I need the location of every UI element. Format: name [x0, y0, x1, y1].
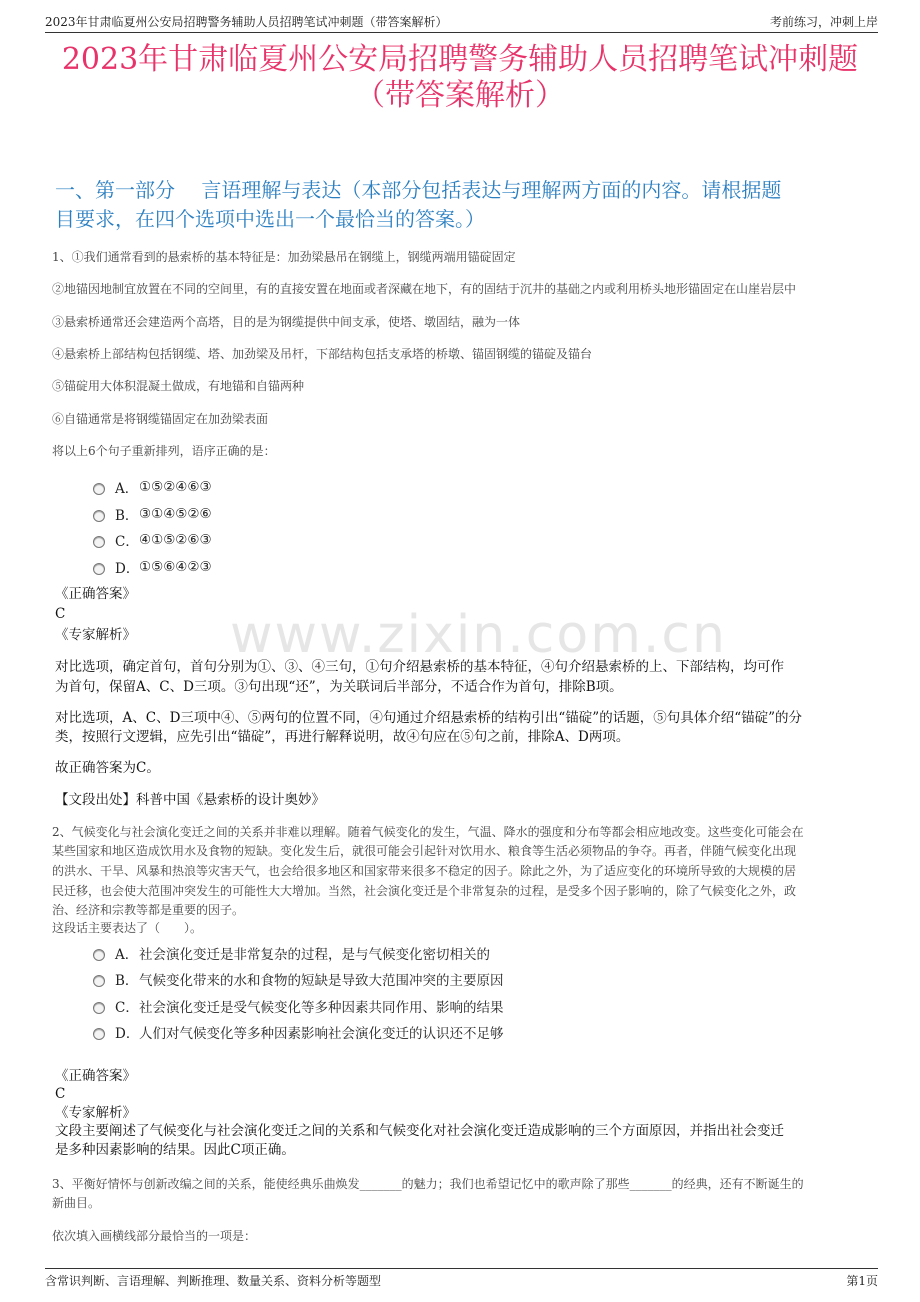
- option-letter: C．: [115, 534, 139, 550]
- option-letter: C．: [115, 1000, 139, 1016]
- q1-analysis-p1-line1: 对比选项，确定首句，首句分别为①、③、④三句，①句介绍悬索桥的基本特征，④句介绍悬索桥的上、下部结构，均可作: [55, 659, 784, 675]
- q1-sentence-2: ②地锚因地制宜放置在不同的空间里，有的直接安置在地面或者深藏在地下，有的固结于沉井的基础之内或利用桥头地形锚固定在山崖岩层中: [52, 282, 797, 296]
- radio-icon[interactable]: [93, 975, 105, 987]
- q2-option-d[interactable]: [93, 1022, 504, 1042]
- watermark: www.zixin.com.cn: [230, 605, 727, 665]
- radio-icon[interactable]: [93, 1002, 105, 1014]
- option-text: ③①④⑤②⑥: [139, 506, 212, 522]
- header-slogan: 考前练习，冲刺上岸: [769, 15, 878, 29]
- option-letter: D．: [115, 1026, 140, 1042]
- header-title: 2023年甘肃临夏州公安局招聘警务辅助人员招聘笔试冲刺题（带答案解析）: [45, 15, 448, 29]
- option-letter: A．: [115, 481, 139, 497]
- option-text: ①⑤②④⑥③: [139, 479, 212, 495]
- q1-answer-label: 《正确答案》: [55, 586, 136, 602]
- q1-sentence-5: ⑤锚碇用大体积混凝土做成，有地锚和自锚两种: [52, 379, 305, 393]
- option-letter: D．: [115, 561, 140, 577]
- q2-answer: C: [55, 1086, 66, 1102]
- page-header: [45, 10, 878, 33]
- q1-sentence-6: ⑥自锚通常是将钢缆锚固定在加劲梁表面: [52, 412, 269, 426]
- q2-passage-line-1: 2、气候变化与社会演化变迁之间的关系并非难以理解。随着气候变化的发生，气温、降水的强度和分布等都会相应地改变。这些变化可能会在: [52, 825, 804, 839]
- q3-passage-line-1: 3、平衡好情怀与创新改编之间的关系，能使经典乐曲焕发_______的魅力；我们也希望记忆中的歌声除了那些_______的经典，还有不断诞生的: [52, 1177, 804, 1191]
- title-line-2: （带答案解析）: [355, 78, 565, 113]
- q1-sentence-4: ④悬索桥上部结构包括钢缆、塔、加劲梁及吊杆，下部结构包括支承塔的桥墩、锚固钢缆的锚碇及锚台: [52, 347, 593, 361]
- q1-sentence-3: ③悬索桥通常还会建造两个高塔，目的是为钢缆提供中间支承，使塔、墩固结，融为一体: [52, 315, 521, 329]
- q2-analysis-line-1: 文段主要阐述了气候变化与社会演化变迁之间的关系和气候变化对社会演化变迁造成影响的三个方面原因，并指出社会变迁: [55, 1123, 784, 1139]
- q2-option-c[interactable]: [93, 996, 504, 1016]
- q1-option-b[interactable]: [93, 504, 212, 524]
- option-letter: A．: [115, 947, 139, 963]
- radio-icon[interactable]: [93, 536, 105, 548]
- option-text: 社会演化变迁是受气候变化等多种因素共同作用、影响的结果: [139, 1000, 504, 1016]
- footer-description: 含常识判断、言语理解、判断推理、数量关系、资料分析等题型: [45, 1274, 382, 1288]
- q2-passage-line-2: 某些国家和地区造成饮用水及食物的短缺。变化发生后，就很可能会引起针对饮用水、粮食等生活必须物品的争夺。再者，伴随气候变化出现: [52, 844, 797, 858]
- q2-option-b[interactable]: [93, 969, 504, 989]
- q2-passage-line-5: 治、经济和宗教等都是重要的因子。: [52, 903, 245, 917]
- section-heading-line-2: 目要求，在四个选项中选出一个最恰当的答案。）: [55, 207, 485, 231]
- option-letter: B．: [115, 508, 139, 524]
- radio-icon[interactable]: [93, 483, 105, 495]
- option-text: 气候变化带来的水和食物的短缺是导致大范围冲突的主要原因: [139, 973, 504, 989]
- q2-analysis-line-2: 是多种因素影响的结果。因此C项正确。: [55, 1142, 295, 1158]
- q1-stem: 将以上6个句子重新排列，语序正确的是：: [52, 444, 276, 458]
- page-number: 第1页: [846, 1274, 878, 1288]
- q2-stem: 这段话主要表达了（ ）。: [52, 921, 203, 935]
- option-text: ①⑤⑥④②③: [139, 559, 212, 575]
- radio-icon[interactable]: [93, 949, 105, 961]
- q1-analysis-label: 《专家解析》: [55, 627, 136, 643]
- q1-option-c[interactable]: [93, 530, 212, 550]
- option-text: ④①⑤②⑥③: [139, 532, 212, 548]
- q2-answer-label: 《正确答案》: [55, 1068, 136, 1084]
- q1-sentence-1: 1、①我们通常看到的悬索桥的基本特征是：加劲梁悬吊在钢缆上，钢缆两端用锚碇固定: [52, 250, 516, 264]
- q1-option-d[interactable]: [93, 557, 212, 577]
- q1-analysis-p2-line1: 对比选项，A、C、D三项中④、⑤两句的位置不同，④句通过介绍悬索桥的结构引出“锚碇”的话题，⑤句具体介绍“锚碇”的分: [55, 710, 803, 726]
- q1-answer: C: [55, 606, 66, 622]
- q2-analysis-label: 《专家解析》: [55, 1105, 136, 1121]
- document-title: [30, 42, 890, 114]
- option-text: 社会演化变迁是非常复杂的过程，是与气候变化密切相关的: [139, 947, 490, 963]
- radio-icon[interactable]: [93, 1028, 105, 1040]
- option-text: 人们对气候变化等多种因素影响社会演化变迁的认识还不足够: [139, 1026, 504, 1042]
- q1-option-a[interactable]: [93, 477, 212, 497]
- radio-icon[interactable]: [93, 563, 105, 575]
- section-heading: [55, 176, 870, 234]
- q1-analysis-p2-line2: 类，按照行文逻辑，应先引出“锚碇”，再进行解释说明，故④句应在⑤句之前，排除A、D两项。: [55, 729, 630, 745]
- title-line-1: 2023年甘肃临夏州公安局招聘警务辅助人员招聘笔试冲刺题: [61, 42, 859, 77]
- q3-passage-line-2: 新曲目。: [52, 1196, 101, 1210]
- q1-analysis-p3: 故正确答案为C。: [55, 760, 160, 776]
- q2-option-a[interactable]: [93, 943, 490, 963]
- radio-icon[interactable]: [93, 510, 105, 522]
- q3-stem: 依次填入画横线部分最恰当的一项是：: [52, 1229, 257, 1243]
- q2-passage-line-3: 的洪水、干旱、风暴和热浪等灾害天气，也会给很多地区和国家带来很多不稳定的因子。除此之外，为了适应变化的环境所导致的大规模的居: [52, 864, 797, 878]
- q1-source: 【文段出处】科普中国《悬索桥的设计奥妙》: [55, 792, 325, 808]
- q2-passage-line-4: 民迁移，也会使大范围冲突发生的可能性大大增加。当然，社会演化变迁是个非常复杂的过程，是受多个因子影响的，除了气候变化之外，政: [52, 884, 797, 898]
- q1-analysis-p1-line2: 为首句，保留A、C、D三项。③句出现“还”，为关联词后半部分，不适合作为首句，排除B项。: [55, 679, 623, 695]
- section-heading-line-1: 一、第一部分 言语理解与表达（本部分包括表达与理解两方面的内容。请根据题: [55, 178, 782, 202]
- page-footer: [45, 1268, 878, 1289]
- option-letter: B．: [115, 973, 139, 989]
